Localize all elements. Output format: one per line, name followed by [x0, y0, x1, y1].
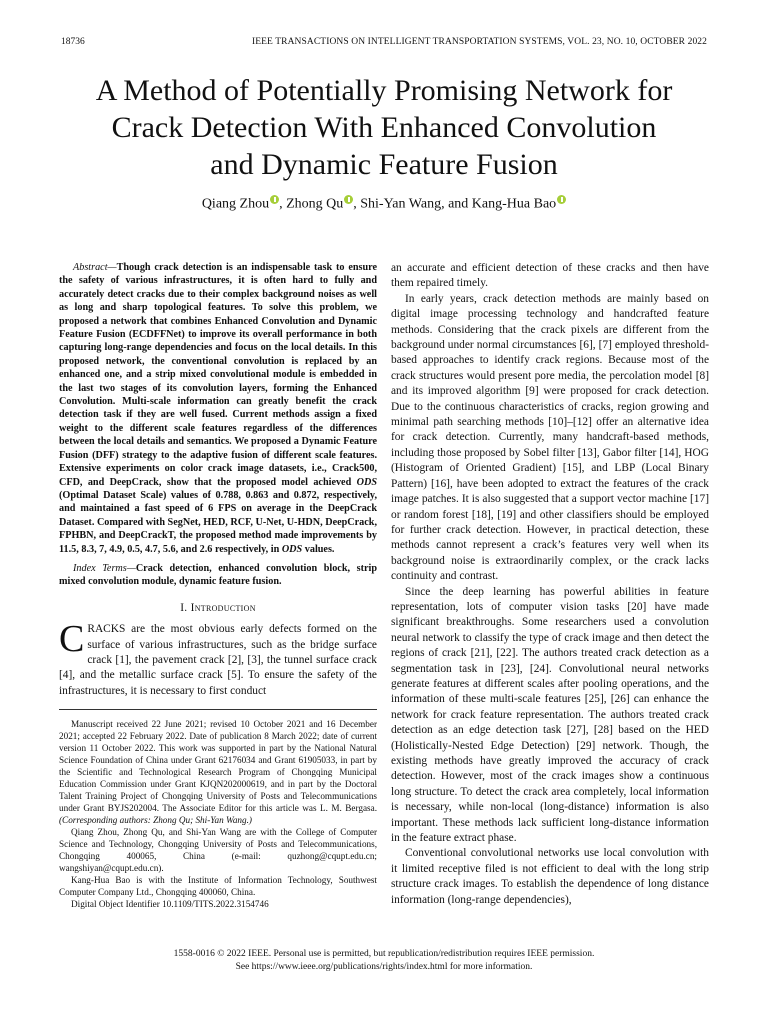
right-column [391, 261, 709, 908]
title-line-1: A Method of Potentially Promising Network for [95, 74, 673, 107]
orcid-icon[interactable] [270, 195, 279, 204]
index-terms [59, 562, 377, 589]
footnote-affiliation: Qiang Zhou, Zhong Qu, and Shi-Yan Wang are with the College of Computer Science and Technology, Chongqing University of Posts and Telecommunications, Chongqing 400065, China (e-mail: quzhong@cqupt.edu.cn; wangshiyan@cqupt.edu.cn). [59, 827, 377, 874]
running-head: IEEE TRANSACTIONS ON INTELLIGENT TRANSPORTATION SYSTEMS, VOL. 23, NO. 10, OCTOBER 2022 [251, 37, 707, 47]
author-name: Shi-Yan Wang [360, 196, 442, 212]
footnote-doi: Digital Object Identifier 10.1109/TITS.2022.3154746 [71, 899, 269, 910]
abstract-label: Abstract— [73, 262, 117, 273]
ods-term: ODS [281, 543, 303, 555]
copyright-notice [60, 948, 708, 973]
abstract-text: Though crack detection is an indispensable task to ensure the safety of various infrastructures, it is often hard to fully and accurately detect cracks due to their complex background noises as well as long and sharp topological features. To solve this problem, we proposed a network that combines Enhanced Convolution and Dynamic Feature Fusion (ECDFFNet) to improve its overall performance in both capturing long-range dependencies and focus on the local details. In this proposed network, the conventional convolution is replaced by an enhanced one, and a strip mixed convolutional module is embedded in the last two stages of its convolution layers, forming the Enhanced Convolution. Multi-scale information can greatly benefit the crack detection task if they are well fused. Current methods assign a fixed weight to the different scale features regardless of the differences between the local details and semantics. We proposed a Dynamic Feature Fusion (DFF) strategy to the adaptive fusion of different scale features. Extensive experiments on color crack image datasets, i.e., Crack500, CFD, and DeepCrack, show that the proposed model achieved [59, 262, 377, 488]
left-column [59, 261, 377, 910]
author-name: Zhong Qu [286, 196, 344, 212]
footnote-affiliation: Kang-Hua Bao is with the Institute of Information Technology, Southwest Computer Company Ltd., Chongqing 400060, China. [59, 875, 377, 898]
title-line-3: and Dynamic Feature Fusion [210, 148, 558, 181]
body-paragraph: an accurate and efficient detection of these cracks and then have them repaired timely. [391, 262, 709, 290]
section-heading [59, 601, 377, 616]
corresponding-authors: (Corresponding authors: Zhong Qu; Shi-Yan Wang.) [59, 815, 252, 826]
footnote-divider [59, 709, 377, 710]
author-name: Kang-Hua Bao [471, 196, 557, 212]
orcid-icon[interactable] [344, 195, 353, 204]
abstract-text: values. [302, 543, 335, 555]
index-terms-text: Crack detection, enhanced convolution block, strip mixed convolution module, dynamic feature fusion. [59, 562, 377, 588]
abstract [59, 261, 377, 556]
author-name: Qiang Zhou [201, 196, 270, 212]
index-terms-label: Index Terms— [73, 562, 136, 574]
ods-term: ODS [356, 476, 377, 488]
section-numeral: I. [180, 601, 191, 614]
copyright-line: 1558-0016 © 2022 IEEE. Personal use is permitted, but republication/redistribution requires IEEE permission. [173, 949, 595, 959]
page-number: 18736 [61, 37, 85, 47]
author-list [40, 193, 728, 213]
footnote-manuscript [59, 718, 377, 826]
drop-cap: C [59, 618, 85, 661]
author-separator: , [353, 196, 361, 212]
body-paragraph: Since the deep learning has powerful abilities in feature representation, lots of computer vision tasks [20] have made significant breakthroughs. Some researchers used a convolution neural network to classify the type of crack image and then detect the regions of crack [21], [22]. The authors treated crack detection as a segmentation task in [23], [24]. Convolutional neural networks generate features at different scales after pooling operations, and the information of these multi-scale features [25], [26] can enhance the network for crack feature representation. The authors treated crack detection as an edge detection task [27], [28] based on the HED (Holistically-Nested Edge Detection) [29] network. Though, the existing methods have greatly improved the accuracy of crack detection. However, most of the crack images show a continuous long structure. To detect the crack area completely, local information is necessary, while non-local (long-distance) information is also important. These methods lack sufficient long-distance information in the feature extract phase. [391, 585, 709, 845]
copyright-line: See https://www.ieee.org/publications/rights/index.html for more information. [235, 961, 533, 972]
intro-paragraph [59, 618, 377, 699]
section-title: Introduction [190, 601, 256, 614]
intro-text: are the most obvious early defects formed on the surface of various infrastructures, such as the bridge surface crack [1], the pavement crack [2], [3], the tunnel surface crack [4], and the metallic surface crack [5]. To ensure the safety of the infrastructures, it is necessary to first conduct [59, 623, 377, 697]
first-word: RACKS [87, 623, 126, 636]
body-paragraph: Conventional convolutional networks use local convolution with it limited receptive filed is not efficient to deal with the long strip structure crack images. To establish the dependence of long distance information (long-range dependencies), [391, 847, 709, 906]
orcid-icon[interactable] [557, 195, 566, 204]
footnote-text: Manuscript received 22 June 2021; revised 10 October 2021 and 16 December 2021; accepted 22 February 2022. Date of publication 8 March 2022; date of current version 11 October 2022. This work was supported in part by the National Natural Science Foundation of China under Grant 62176034 and Grant 61905033, in part by the Scientific and Technological Research Program of Chongqing Municipal Education Commission under Grant KJQN202000619, and in part by the Doctoral Talent Training Project of Chongqing University of Posts and Telecommunications under Grant BYJS202004. The Associate Editor for this article was L. M. Bergasa. [59, 719, 377, 814]
body-paragraph: In early years, crack detection methods are mainly based on digital image processing technology and handcrafted feature methods. Considering that the crack pixels are different from the background under normal circumstances [6], [7] employed threshold-based approaches to identify crack regions. Because most of the crack structures would present pore media, the percolation model [8] and its improved algorithm [9] were proposed for crack detection. Due to the continuous characteristics of cracks, region growing and minimal path searching methods [10]–[12] offer an alternative idea for crack detection. Currently, many handcraft-based methods, including those proposed by Sobel filter [13], Gabor filter [14], HOG (Histogram of Oriented Gradient) [15], and LBP (Local Binary Pattern) [16], have been adopted to extract the features of the crack image patches. It is also suggested that a support vector machine [17] or random forest [18], [19] and other classifiers should be employed for further crack detection. However, in practical detection, these methods cannot represent a crack’s features very well when its background noise is extraordinarily complex, or the crack lacks continuity and contrast. [391, 292, 709, 583]
author-separator: , [279, 196, 287, 212]
abstract-text: (Optimal Dataset Scale) values of 0.788, 0.863 and 0.872, respectively, and maintained a fast speed of 6 FPS on average in the DeepCrack Dataset. Compared with SegNet, HED, RCF, U-Net, U-HDN, DeepCrack, FPHBN, and DeepCrackT, the proposed method made improvements by 11.5, 8.3, 7, 4.9, 0.5, 4.7, 5.6, and 2.6 respectively, in [59, 489, 377, 555]
title-line-2: Crack Detection With Enhanced Convolution [111, 111, 657, 144]
paper-title [40, 72, 728, 183]
author-separator: , and [441, 196, 472, 212]
